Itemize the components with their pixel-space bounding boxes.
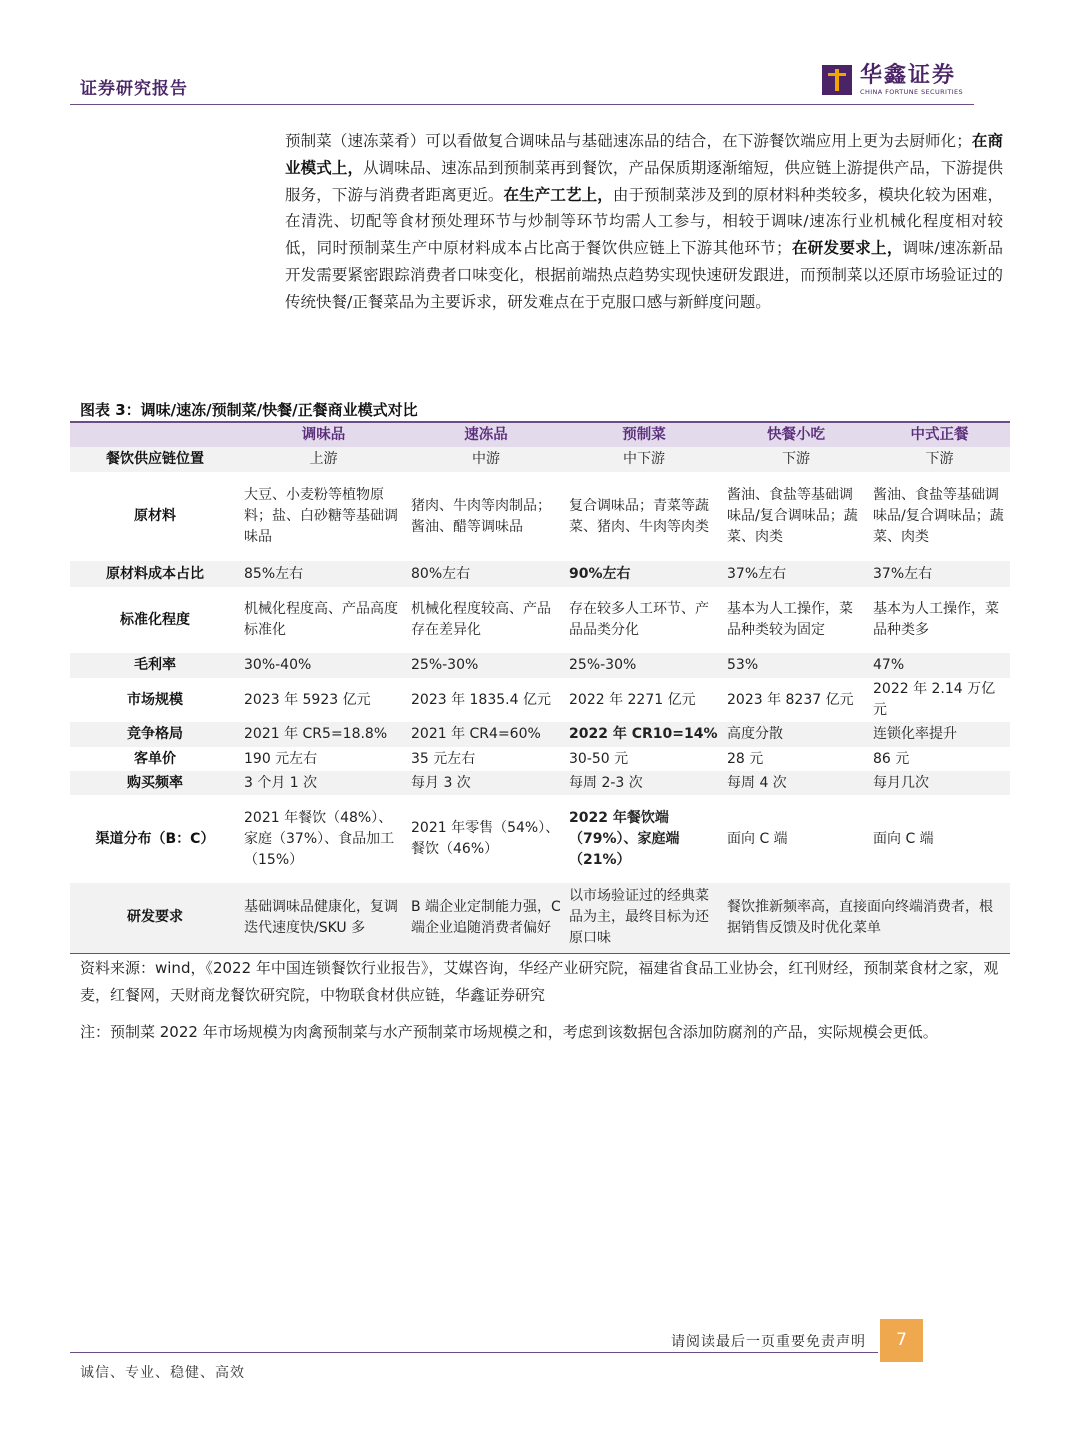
row-label: 渠道分布（B：C） xyxy=(95,830,215,847)
table-row xyxy=(70,747,1010,771)
table-cell: 下游 xyxy=(723,447,869,472)
table-cell: 2021 年零售（54%）、餐饮（46%） xyxy=(411,820,560,857)
row-label: 客单价 xyxy=(134,750,176,767)
table-row xyxy=(70,678,1010,722)
table-row xyxy=(70,771,1010,795)
table-cell: 2021 年餐饮（48%）、家庭（37%）、食品加工（15%） xyxy=(244,809,395,868)
table-cell: 存在较多人工环节、产品品类分化 xyxy=(569,601,709,638)
figure-note: 注：预制菜 2022 年市场规模为肉禽预制菜与水产预制菜市场规模之和，考虑到该数据包含添加防腐剂的产品，实际规模会更低。 xyxy=(80,1023,938,1041)
table-cell: 机械化程度较高、产品存在差异化 xyxy=(411,601,551,638)
table-cell: 86 元 xyxy=(873,750,910,767)
table-cell: 90%左右 xyxy=(565,561,723,587)
table-cell: 2022 年 2.14 万亿元 xyxy=(873,681,996,718)
header-cell: 速冻品 xyxy=(407,422,565,447)
header-cell: 调味品 xyxy=(240,422,407,447)
table-row xyxy=(70,795,1010,883)
logo-en-text: CHINA FORTUNE SECURITIES xyxy=(860,88,964,96)
table-cell: 3 个月 1 次 xyxy=(240,771,407,795)
table-header-row xyxy=(70,422,1010,447)
table-cell: 上游 xyxy=(240,447,407,472)
figure-title: 图表 3：调味/速冻/预制菜/快餐/正餐商业模式对比 xyxy=(80,401,418,419)
table-cell: 37%左右 xyxy=(723,561,869,587)
table-cell: 53% xyxy=(723,653,869,678)
table-cell: 25%-30% xyxy=(565,653,723,678)
logo-cn-text: 华鑫证券 xyxy=(860,63,957,88)
table-cell: 基础调味品健康化，复调迭代速度快/SKU 多 xyxy=(240,883,407,953)
table-cell: 酱油、食盐等基础调味品/复合调味品；蔬菜、肉类 xyxy=(727,487,858,545)
row-label: 标准化程度 xyxy=(120,611,190,628)
table-cell: 中游 xyxy=(407,447,565,472)
report-type-label: 证券研究报告 xyxy=(80,79,188,99)
table-cell: 47% xyxy=(869,653,1010,678)
disclaimer-notice: 请阅读最后一页重要免责声明 xyxy=(671,1334,866,1350)
table-cell: 猪肉、牛肉等肉制品；酱油、醋等调味品 xyxy=(411,497,551,535)
comparison-table xyxy=(70,421,1010,954)
table-cell: 基本为人工操作，菜品种类多 xyxy=(873,601,999,638)
table-cell: 餐饮推新频率高，直接面向终端消费者，根据销售反馈及时优化菜单 xyxy=(723,883,1010,953)
table-cell: 2022 年 CR10=14% xyxy=(565,722,723,747)
table-row xyxy=(70,653,1010,678)
table-cell: 25%-30% xyxy=(407,653,565,678)
table-row xyxy=(70,587,1010,653)
table-cell: 大豆、小麦粉等植物原料；盐、白砂糖等基础调味品 xyxy=(244,487,398,545)
table-cell: 基本为人工操作，菜品种类较为固定 xyxy=(727,601,853,638)
table-cell: 高度分散 xyxy=(723,722,869,747)
row-label: 购买频率 xyxy=(70,771,240,795)
table-cell: B 端企业定制能力强，C 端企业追随消费者偏好 xyxy=(407,883,565,953)
table-cell: 190 元左右 xyxy=(244,750,318,767)
table-cell: 30%-40% xyxy=(240,653,407,678)
row-label: 餐饮供应链位置 xyxy=(70,447,240,472)
table-cell: 2022 年 2271 亿元 xyxy=(569,691,696,708)
row-label: 毛利率 xyxy=(70,653,240,678)
table-row xyxy=(70,561,1010,587)
page-number: 7 xyxy=(880,1319,923,1362)
company-logo xyxy=(822,64,963,96)
table-cell: 每周 4 次 xyxy=(723,771,869,795)
table-cell: 连锁化率提升 xyxy=(869,722,1010,747)
table-cell: 下游 xyxy=(869,447,1010,472)
table-cell: 2021 年 CR4=60% xyxy=(407,722,565,747)
body-paragraph: 预制菜（速冻菜肴）可以看做复合调味品与基础速冻品的结合，在下游餐饮端应用上更为去厨师化；在商业模式上，从调味品、速冻品到预制菜再到餐饮，产品保质期逐渐缩短，供应链上游提供产品，下游提供服务，下游与消费者距离更近。在生产工艺上，由于预制菜涉及到的原材料种类较多，模块化较为困难，在清洗、切配等食材预处理环节与炒制等环节均需人工参与，相较于调味/速冻行业机械化程度相对较低，同时预制菜生产中原材料成本占比高于餐饮供应链上下游其他环节；在研发要求上，调味/速冻新品开发需要紧密跟踪消费者口味变化，根据前端热点趋势实现快速研发跟进，而预制菜以还原市场验证过的传统快餐/正餐菜品为主要诉求，研发难点在于克服口感与新鲜度问题。 xyxy=(285,132,1003,311)
table-row xyxy=(70,472,1010,561)
table-cell: 面向 C 端 xyxy=(873,830,934,847)
row-label: 市场规模 xyxy=(127,691,183,708)
table-cell: 35 元左右 xyxy=(411,750,476,767)
header-cell: 快餐小吃 xyxy=(723,422,869,447)
header-cell: 中式正餐 xyxy=(869,422,1010,447)
table-cell: 酱油、食盐等基础调味品/复合调味品；蔬菜、肉类 xyxy=(873,487,1004,545)
table-cell: 80%左右 xyxy=(407,561,565,587)
header-cell xyxy=(70,422,240,447)
table-cell: 每周 2-3 次 xyxy=(565,771,723,795)
table-row xyxy=(70,722,1010,747)
table-cell: 面向 C 端 xyxy=(727,830,788,847)
header-divider xyxy=(70,104,974,105)
figure-source: 资料来源：wind，《2022 年中国连锁餐饮行业报告》，艾媒咨询，华经产业研究院，福建省食品工业协会，红刊财经，预制菜食材之家，观麦，红餐网，天财商龙餐饮研究院，中物联食材供应链，华鑫证券研究 xyxy=(80,959,999,1004)
table-cell: 37%左右 xyxy=(869,561,1010,587)
table-cell: 28 元 xyxy=(727,750,764,767)
row-label: 竞争格局 xyxy=(70,722,240,747)
row-label: 原材料成本占比 xyxy=(70,561,240,587)
table-cell: 以市场验证过的经典菜品为主，最终目标为还原口味 xyxy=(565,883,723,953)
table-cell: 每月几次 xyxy=(869,771,1010,795)
table-cell: 复合调味品；青菜等蔬菜、猪肉、牛肉等肉类 xyxy=(569,497,709,535)
table-cell: 2021 年 CR5=18.8% xyxy=(240,722,407,747)
row-label: 研发要求 xyxy=(70,883,240,953)
footer-motto: 诚信、专业、稳健、高效 xyxy=(80,1365,245,1381)
table-cell: 每月 3 次 xyxy=(407,771,565,795)
footer-divider xyxy=(70,1352,878,1353)
table-row xyxy=(70,447,1010,472)
table-cell: 2023 年 8237 亿元 xyxy=(727,691,854,708)
header-cell: 预制菜 xyxy=(565,422,723,447)
logo-icon xyxy=(822,65,852,95)
table-cell: 2023 年 1835.4 亿元 xyxy=(411,691,551,708)
table-cell: 2023 年 5923 亿元 xyxy=(244,691,371,708)
table-cell: 85%左右 xyxy=(240,561,407,587)
row-label: 原材料 xyxy=(134,508,176,524)
table-row xyxy=(70,883,1010,953)
table-cell: 中下游 xyxy=(565,447,723,472)
table-cell: 30-50 元 xyxy=(569,750,629,767)
table-cell: 2022 年餐饮端（79%）、家庭端（21%） xyxy=(569,809,680,868)
table-cell: 机械化程度高、产品高度标准化 xyxy=(244,601,398,638)
